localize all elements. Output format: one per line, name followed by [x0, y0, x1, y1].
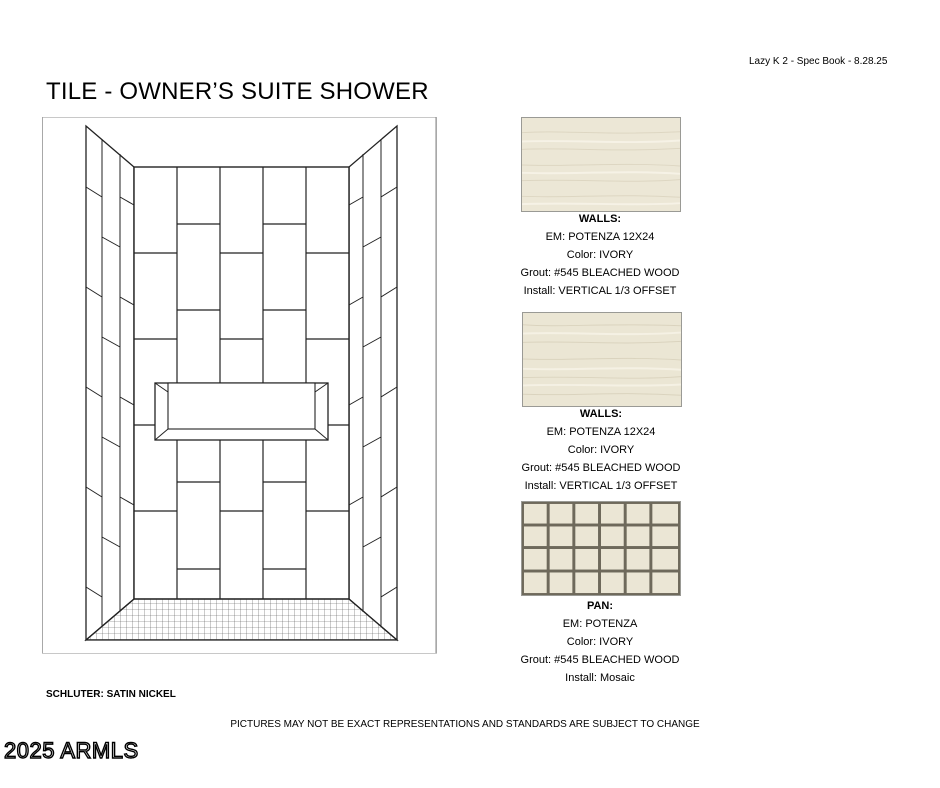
spec-line: Grout: #545 BLEACHED WOOD [521, 462, 681, 474]
tile-swatch-pan-mosaic [521, 501, 681, 596]
spec-label: WALLS: [579, 408, 623, 420]
spec-line: EM: POTENZA [562, 618, 638, 630]
spec-label: PAN: [586, 600, 614, 612]
spec-walls-2 [501, 405, 701, 495]
spec-line: EM: POTENZA 12X24 [545, 231, 655, 243]
tile-swatch-walls-1 [521, 117, 681, 212]
disclaimer: PICTURES MAY NOT BE EXACT REPRESENTATIONS AND STANDARDS ARE SUBJECT TO CHANGE [230, 719, 700, 730]
armls-watermark: 2025 ARMLS [4, 738, 139, 763]
spec-line: Grout: #545 BLEACHED WOOD [520, 267, 680, 279]
schluter-value: SATIN NICKEL [106, 689, 176, 700]
spec-walls-1 [500, 210, 700, 300]
spec-book-note: Lazy K 2 - Spec Book - 8.28.25 [749, 56, 888, 67]
spec-label: WALLS: [578, 213, 622, 225]
spec-line: Color: IVORY [566, 636, 634, 648]
schluter-label: SCHLUTER: [46, 689, 104, 700]
spec-line: Color: IVORY [566, 249, 634, 261]
spec-line: EM: POTENZA 12X24 [546, 426, 656, 438]
floor-mosaic [86, 599, 397, 640]
spec-line: Install: Mosaic [565, 672, 635, 684]
spec-line: Grout: #545 BLEACHED WOOD [520, 654, 680, 666]
spec-pan [500, 597, 700, 687]
shower-niche [155, 383, 328, 440]
schluter-note [46, 689, 176, 700]
page-title: TILE - OWNER’S SUITE SHOWER [46, 78, 429, 105]
tile-swatch-walls-2 [522, 312, 682, 407]
spec-line: Color: IVORY [567, 444, 635, 456]
shower-elevation-drawing [42, 117, 438, 657]
left-side-wall [86, 126, 134, 640]
spec-line: Install: VERTICAL 1/3 OFFSET [523, 285, 677, 297]
right-side-wall [349, 126, 397, 640]
spec-line: Install: VERTICAL 1/3 OFFSET [524, 480, 678, 492]
